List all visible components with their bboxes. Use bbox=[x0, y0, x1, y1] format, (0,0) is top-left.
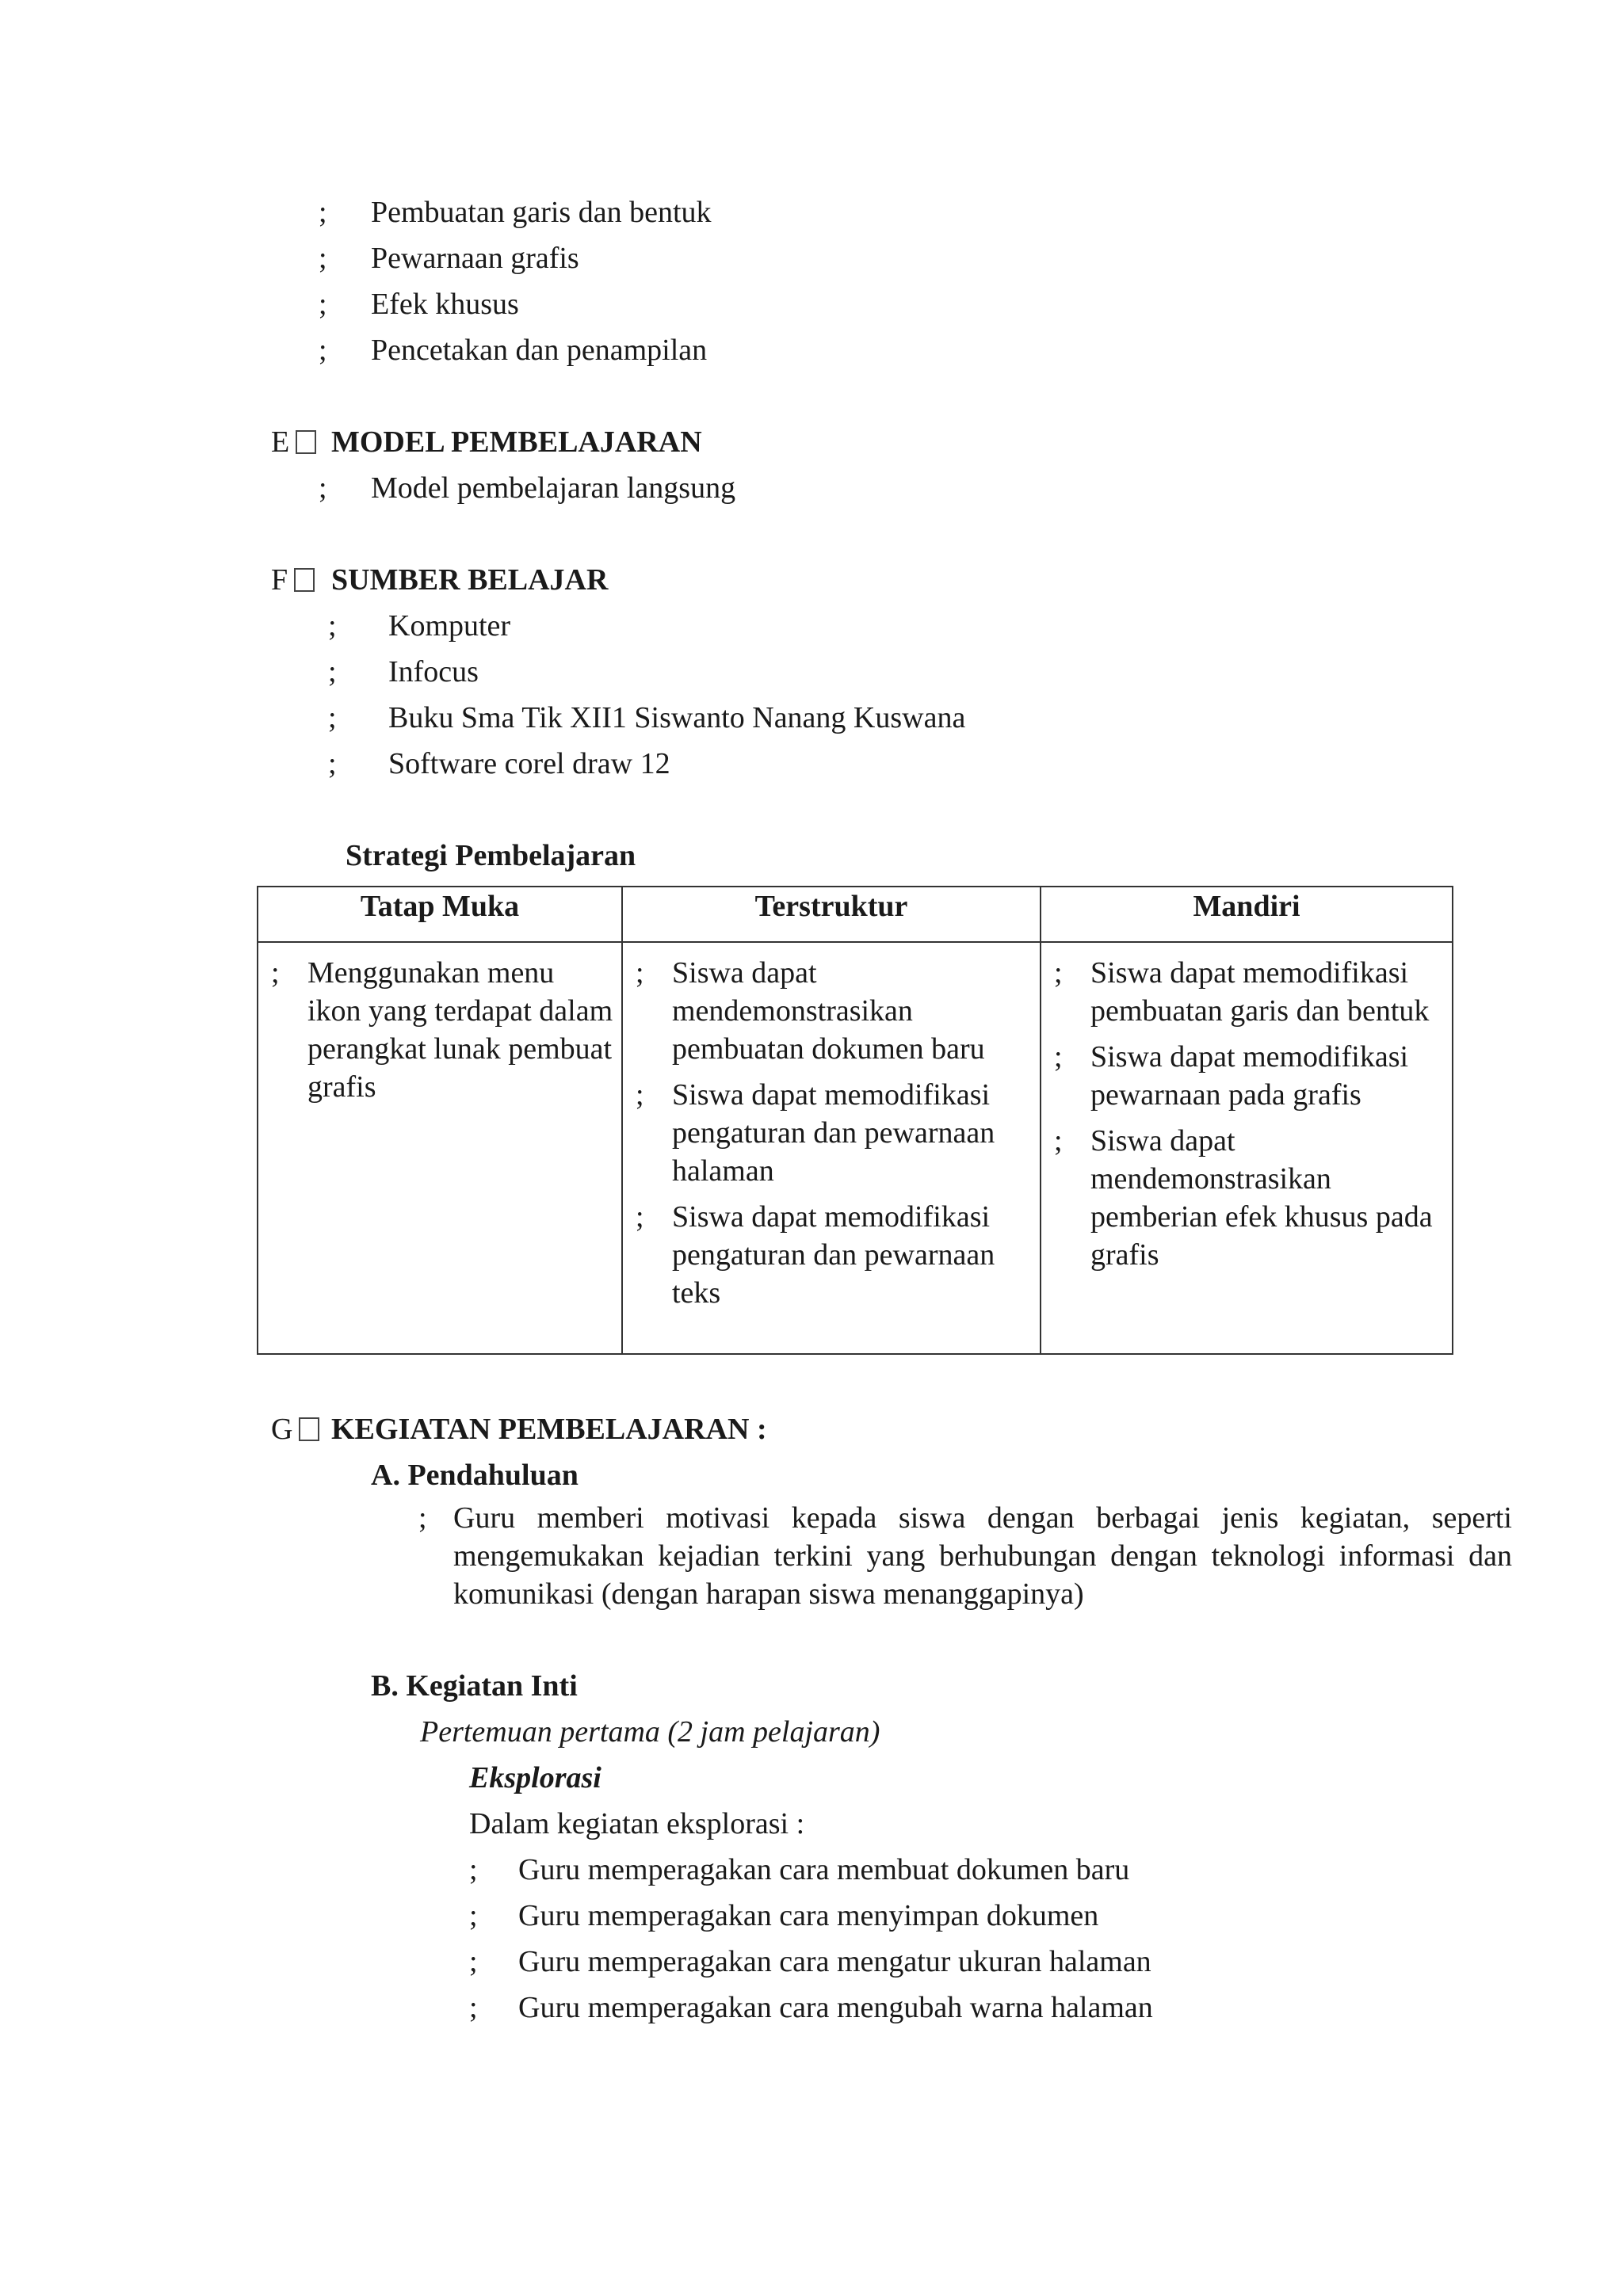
cell-item bbox=[631, 1198, 1032, 1312]
cell-text: Siswa dapat memodifikasi pembuatan garis dan bentuk bbox=[1090, 956, 1430, 1028]
cell-text: Siswa dapat memodifikasi pewarnaan pada grafis bbox=[1090, 1040, 1409, 1112]
list-item: Infocus bbox=[388, 655, 479, 688]
list-item: Efek khusus bbox=[371, 288, 519, 321]
list-bullet: ; bbox=[271, 956, 280, 990]
list-bullet: ; bbox=[328, 747, 337, 780]
list-bullet: ; bbox=[636, 1078, 644, 1112]
subsection-a-title: A. Pendahuluan bbox=[371, 1459, 579, 1492]
cell-text: Siswa dapat mendemonstrasikan pemberian efek khusus pada grafis bbox=[1090, 1124, 1433, 1272]
list-bullet: ; bbox=[319, 242, 327, 275]
list-item: Pencetakan dan penampilan bbox=[371, 334, 708, 367]
explore-intro: Dalam kegiatan eksplorasi : bbox=[469, 1807, 805, 1840]
list-bullet: ; bbox=[1054, 1124, 1063, 1158]
cell-item bbox=[1049, 1122, 1444, 1274]
list-item: Buku Sma Tik XII1 Siswanto Nanang Kuswana bbox=[388, 701, 966, 734]
list-bullet: ; bbox=[469, 1991, 478, 2024]
list-bullet: ; bbox=[1054, 1040, 1063, 1074]
table-cell-tatap-muka bbox=[258, 942, 622, 1354]
section-e-title: MODEL PEMBELAJARAN bbox=[331, 425, 702, 459]
list-bullet: ; bbox=[319, 196, 327, 229]
section-g-heading bbox=[271, 1410, 319, 1449]
list-bullet: ; bbox=[319, 288, 327, 321]
list-bullet: ; bbox=[328, 701, 337, 734]
cell-item bbox=[631, 954, 1032, 1068]
cell-item bbox=[631, 1076, 1032, 1190]
column-header: Mandiri bbox=[1041, 887, 1453, 942]
subsection-b-title: B. Kegiatan Inti bbox=[371, 1669, 578, 1703]
column-header: Tatap Muka bbox=[258, 887, 622, 942]
cell-item bbox=[266, 954, 613, 1106]
list-item: Guru memperagakan cara mengatur ukuran halaman bbox=[518, 1945, 1151, 1978]
list-bullet: ; bbox=[319, 471, 327, 505]
list-item: Komputer bbox=[388, 609, 511, 643]
list-item: Software corel draw 12 bbox=[388, 747, 670, 780]
section-f-title: SUMBER BELAJAR bbox=[331, 563, 609, 597]
cell-text: Siswa dapat memodifikasi pengaturan dan pewarnaan teks bbox=[672, 1200, 995, 1310]
missing-glyph-icon bbox=[296, 430, 316, 454]
section-g-title: KEGIATAN PEMBELAJARAN : bbox=[331, 1413, 767, 1446]
missing-glyph-icon bbox=[299, 1417, 319, 1441]
explore-title: Eksplorasi bbox=[469, 1761, 601, 1794]
list-item: Guru memperagakan cara membuat dokumen baru bbox=[518, 1853, 1130, 1886]
section-f-heading bbox=[271, 561, 315, 600]
pendahuluan-text: Guru memberi motivasi kepada siswa dengan berbagai jenis kegiatan, seperti mengemukakan kejadian terkini yang berhubungan dengan teknologi informasi dan komunikasi (dengan harapan siswa menanggapinya) bbox=[453, 1501, 1512, 1611]
section-letter: F bbox=[271, 563, 288, 597]
strategy-table bbox=[257, 886, 1453, 1355]
list-item: Pewarnaan grafis bbox=[371, 242, 579, 275]
list-bullet: ; bbox=[469, 1853, 478, 1886]
list-item: Model pembelajaran langsung bbox=[371, 471, 736, 505]
list-bullet: ; bbox=[469, 1899, 478, 1932]
list-bullet: ; bbox=[418, 1501, 427, 1535]
table-cell-terstruktur bbox=[622, 942, 1041, 1354]
list-bullet: ; bbox=[328, 655, 337, 688]
list-item: Guru memperagakan cara menyimpan dokumen bbox=[518, 1899, 1099, 1932]
section-letter: E bbox=[271, 425, 290, 459]
list-bullet: ; bbox=[636, 956, 644, 990]
cell-text: Menggunakan menu ikon yang terdapat dalam perangkat lunak pembuat grafis bbox=[307, 956, 613, 1104]
list-bullet: ; bbox=[1054, 956, 1063, 990]
section-letter: G bbox=[271, 1413, 293, 1446]
column-header: Terstruktur bbox=[622, 887, 1041, 942]
table-header-row bbox=[258, 887, 1453, 942]
list-bullet: ; bbox=[319, 334, 327, 367]
meeting-label: Pertemuan pertama (2 jam pelajaran) bbox=[420, 1715, 880, 1749]
cell-item bbox=[1049, 954, 1444, 1030]
table-row bbox=[258, 942, 1453, 1354]
list-bullet: ; bbox=[328, 609, 337, 643]
list-bullet: ; bbox=[636, 1200, 644, 1234]
section-e-heading bbox=[271, 423, 316, 462]
table-cell-mandiri bbox=[1041, 942, 1453, 1354]
cell-text: Siswa dapat memodifikasi pengaturan dan pewarnaan halaman bbox=[672, 1078, 995, 1188]
missing-glyph-icon bbox=[294, 568, 315, 592]
list-item: Guru memperagakan cara mengubah warna halaman bbox=[518, 1991, 1153, 2024]
list-bullet: ; bbox=[469, 1945, 478, 1978]
list-item: Pembuatan garis dan bentuk bbox=[371, 196, 712, 229]
cell-text: Siswa dapat mendemonstrasikan pembuatan dokumen baru bbox=[672, 956, 985, 1066]
cell-item bbox=[1049, 1038, 1444, 1114]
strategy-title: Strategi Pembelajaran bbox=[346, 839, 636, 872]
